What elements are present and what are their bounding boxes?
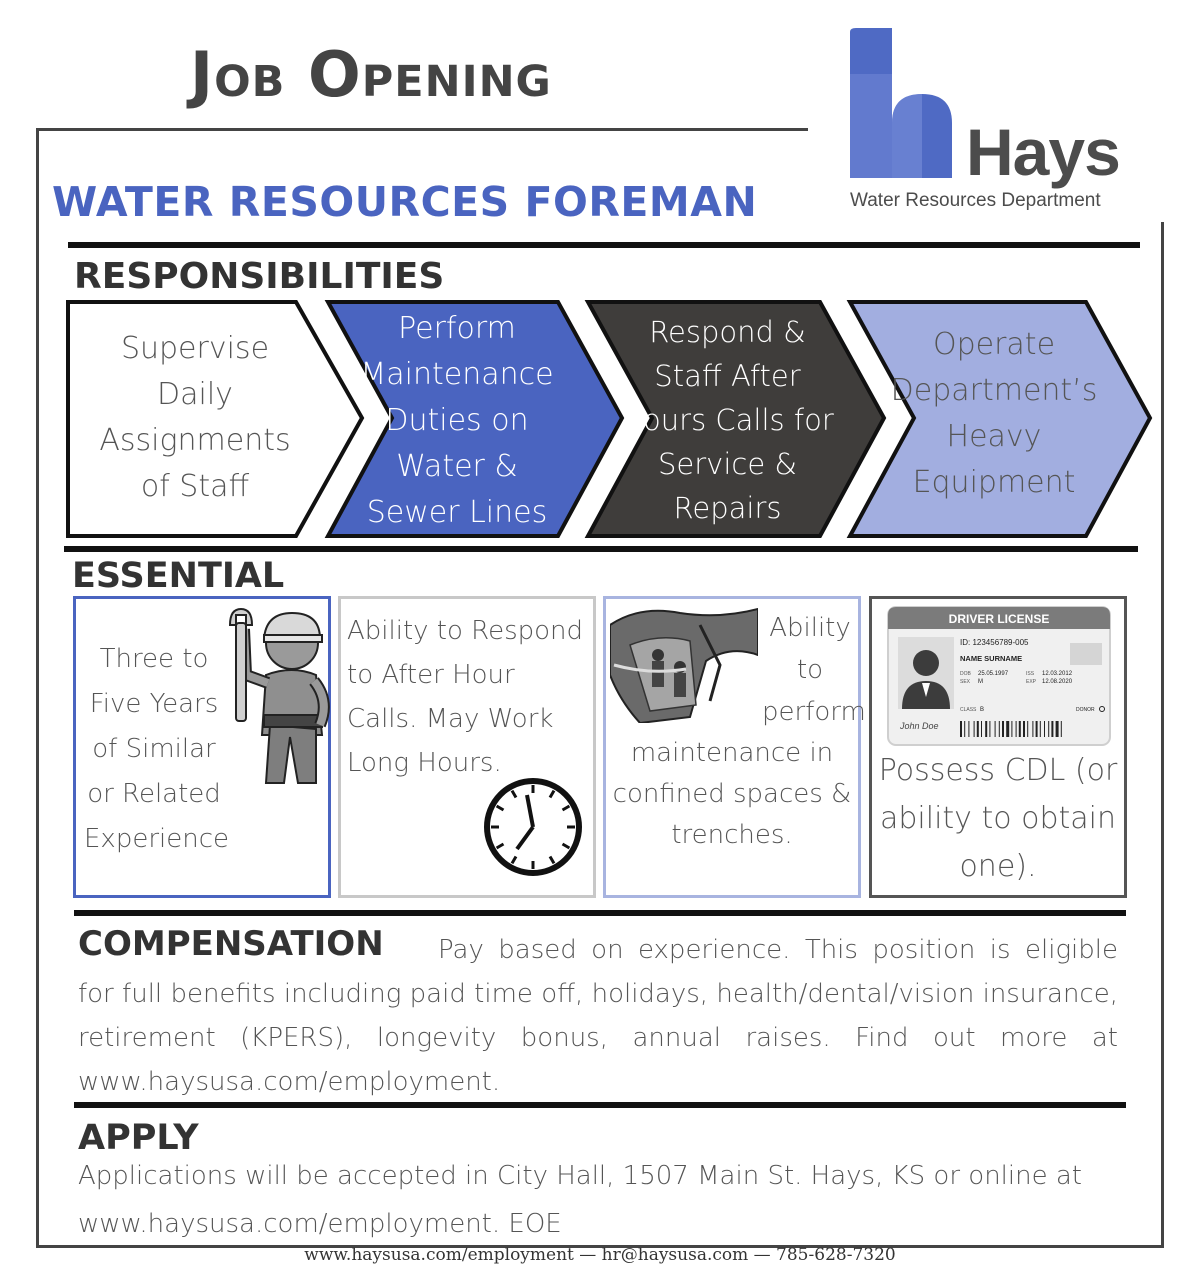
section-divider — [64, 546, 1138, 552]
barcode-bar — [981, 721, 982, 737]
barcode-bar — [985, 721, 987, 737]
frame-left-border — [36, 128, 39, 1248]
barcode-bar — [1048, 721, 1049, 737]
barcode-bar — [1061, 721, 1062, 737]
barcode-bar — [1002, 721, 1004, 737]
responsibility-3: Respond & Staff After Hours Calls for Service & Repairs — [621, 315, 834, 525]
worker-wrench-icon — [226, 605, 330, 789]
license-exp: 12.08.2020 — [1042, 679, 1073, 685]
section-divider — [74, 1102, 1126, 1108]
barcode-bar — [989, 721, 990, 737]
compensation-text: Pay based on experience. This position is eligible for full benefits including paid time off, holidays, health/dental/vision insurance, retirement (KPERS), longevity bonus, annual raises. Find out more at www.haysusa.com/employment. — [78, 935, 1118, 1097]
barcode-bar — [995, 721, 996, 737]
essential-item-3-lead — [762, 607, 866, 733]
barcode-bar — [1044, 721, 1045, 737]
essential-card-cdl — [869, 596, 1127, 898]
barcode-bar — [1006, 721, 1009, 737]
essential-item-2: Ability to Respond to After Hour Calls. May Work Long Hours. — [347, 616, 584, 778]
barcode-bar — [1056, 721, 1059, 737]
responsibility-4: Operate Department’s Heavy Equipment — [890, 327, 1098, 500]
frame-right-border — [1161, 222, 1164, 1248]
license-class: B — [980, 707, 985, 713]
section-divider — [68, 242, 1140, 248]
position-title: WATER RESOURCES FOREMAN — [52, 178, 758, 226]
essential-item-4: Possess CDL (or ability to obtain one). — [878, 753, 1118, 884]
barcode-bar — [1036, 721, 1038, 737]
license-name: NAME SURNAME — [960, 654, 1023, 663]
license-sex: M — [978, 679, 983, 685]
compensation-heading: COMPENSATION — [78, 924, 384, 964]
frame-top-border — [36, 128, 808, 131]
license-class-label: CLASS — [960, 707, 977, 713]
barcode-bar — [974, 721, 975, 737]
license-exp-label: EXP — [1026, 679, 1037, 685]
barcode-bar — [964, 721, 965, 737]
essential-item-3-rest-text: maintenance in confined spaces & trenches. — [612, 738, 852, 850]
essential-item-3 — [606, 607, 866, 856]
barcode-bar — [1023, 721, 1025, 737]
essential-item-3-rest — [606, 733, 858, 856]
license-donor: DONOR — [1076, 707, 1095, 713]
essential-item-3-lead-text: Ability to perform — [762, 613, 866, 727]
barcode-bar — [1011, 721, 1012, 737]
responsibility-2: Perform Maintenance Duties on Water & Sewer Lines — [360, 311, 554, 530]
barcode-bar — [1019, 721, 1021, 737]
hays-logo — [848, 28, 1178, 218]
clock-icon — [481, 775, 585, 879]
essential-item-1-text: Three to Five Years of Similar or Related Experience — [84, 644, 229, 854]
logo-wordmark: Hays — [966, 115, 1120, 189]
footer-contact: www.haysusa.com/employment — hr@haysusa.com — 785-628-7320 — [304, 1245, 896, 1265]
barcode-bar — [960, 721, 962, 737]
essential-card-hours — [338, 596, 596, 898]
driver-license-icon — [886, 605, 1112, 749]
apply-text: Applications will be accepted in City Hall, 1507 Main St. Hays, KS or online at www.haysusa.com/employment. EOE — [78, 1161, 1082, 1239]
barcode-bar — [977, 721, 979, 737]
responsibility-1: Supervise Daily Assignments of Staff — [99, 331, 291, 504]
barcode-bar — [1027, 721, 1028, 737]
license-signature: John Doe — [900, 721, 939, 731]
license-dob-label: DOB — [960, 671, 971, 677]
essential-card-confined-spaces — [603, 596, 866, 898]
license-iss-label: ISS — [1026, 671, 1035, 677]
license-header: DRIVER LICENSE — [948, 612, 1050, 626]
apply-heading: APPLY — [78, 1118, 199, 1158]
license-sex-label: SEX — [960, 679, 971, 685]
barcode-bar — [999, 721, 1000, 737]
license-id: ID: 123456789-005 — [960, 638, 1029, 647]
license-iss: 12.03.2012 — [1042, 671, 1073, 677]
logo-department: Water Resources Department — [850, 190, 1101, 211]
barcode-bar — [1051, 721, 1053, 737]
barcode-bar — [1016, 721, 1017, 737]
essential-heading: ESSENTIAL — [72, 556, 285, 596]
barcode-bar — [1040, 721, 1041, 737]
essential-item-1 — [84, 637, 229, 862]
barcode-bar — [968, 721, 969, 737]
section-divider — [74, 910, 1126, 916]
license-dob: 25.05.1997 — [978, 671, 1009, 677]
responsibilities-heading: RESPONSIBILITIES — [74, 256, 445, 297]
essential-card-experience — [73, 596, 331, 898]
page-title: Job Opening — [190, 38, 552, 111]
barcode-bar — [1032, 721, 1033, 737]
